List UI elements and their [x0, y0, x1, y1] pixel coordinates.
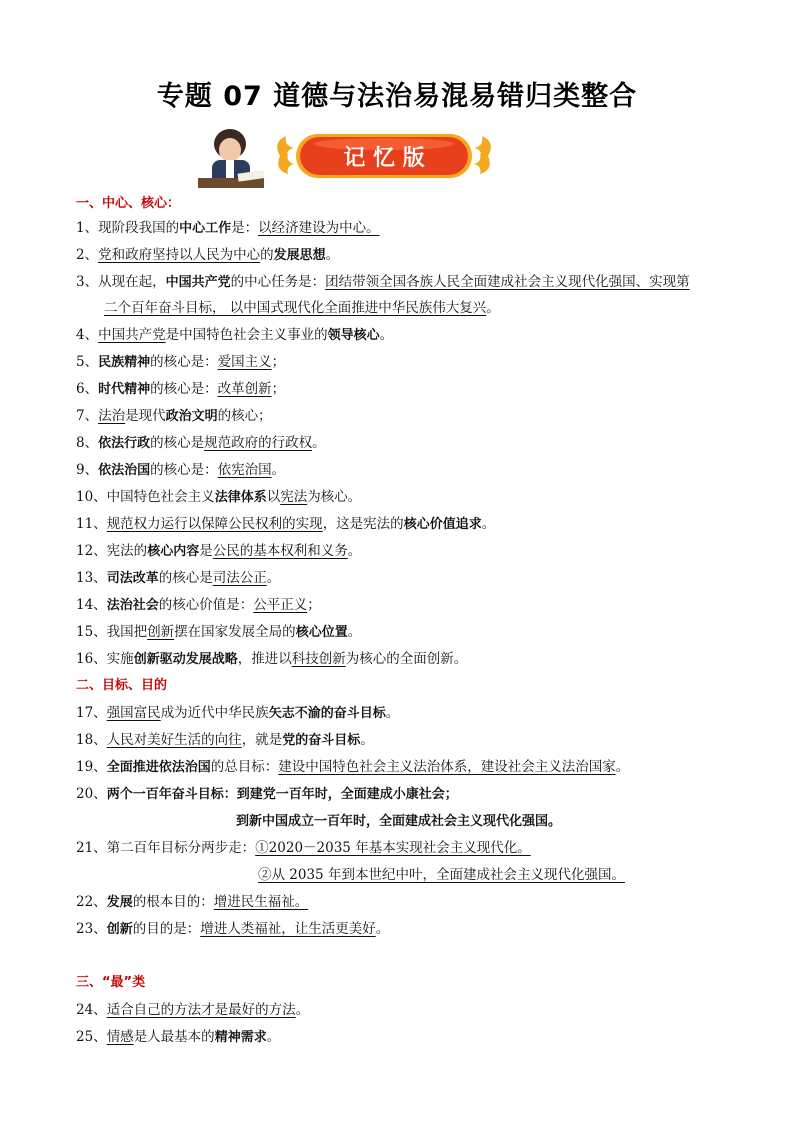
list-item: 2、党和政府坚持以人民为中心的发展思想。 [76, 247, 340, 263]
list-item: 8、依法行政的核心是规范政府的行政权。 [76, 435, 326, 451]
student-illustration [198, 129, 264, 188]
list-item: 11、规范权力运行以保障公民权利的实现，这是宪法的核心价值追求。 [76, 516, 496, 532]
list-item: 4、中国共产党是中国特色社会主义事业的领导核心。 [76, 327, 394, 343]
list-item: 7、法治是现代政治文明的核心； [76, 408, 272, 424]
list-item: 18、人民对美好生活的向往，就是党的奋斗目标。 [76, 732, 374, 748]
section-heading: 一、中心、核心： [76, 196, 181, 211]
list-item: 到新中国成立一百年时，全面建成社会主义现代化强国。 [236, 814, 562, 829]
list-item: ②从 2035 年到本世纪中叶，全面建成社会主义现代化强国。 [258, 867, 625, 883]
list-item: 13、司法改革的核心是司法公正。 [76, 570, 281, 586]
page-title: 专题 07 道德与法治易混易错归类整合 [156, 81, 638, 112]
list-item: 1、现阶段我国的中心工作是：以经济建设为中心。 [76, 220, 380, 236]
list-item: 3、从现在起，中国共产党的中心任务是：团结带领全国各族人民全面建成社会主义现代化强国、实现第 [76, 274, 690, 290]
list-item: 9、依法治国的核心是：依宪治国。 [76, 462, 286, 478]
list-item: 16、实施创新驱动发展战略，推进以科技创新为核心的全面创新。 [76, 651, 468, 667]
list-item: 20、两个一百年奋斗目标：到建党一百年时，全面建成小康社会； [76, 786, 458, 802]
list-item: 22、发展的根本目的：增进民生福祉。 [76, 894, 309, 910]
list-item: 25、情感是人最基本的精神需求。 [76, 1029, 281, 1045]
list-item: 5、民族精神的核心是：爱国主义； [76, 354, 286, 370]
list-item: 19、全面推进依法治国的总目标：建设中国特色社会主义法治体系，建设社会主义法治国家。 [76, 759, 630, 775]
list-item: 10、中国特色社会主义法律体系以宪法为核心。 [76, 489, 362, 505]
list-item: 14、法治社会的核心价值是：公平正义； [76, 597, 321, 613]
list-item: 21、第二百年目标分两步走：①2020－2035 年基本实现社会主义现代化。 [76, 840, 531, 856]
memory-edition-banner [198, 122, 494, 190]
list-item: 17、强国富民成为近代中华民族矢志不渝的奋斗目标。 [76, 705, 400, 721]
section-heading: 二、目标、目的 [76, 678, 168, 693]
list-item: 15、我国把创新摆在国家发展全局的核心位置。 [76, 624, 362, 640]
list-item: 12、宪法的核心内容是公民的基本权利和义务。 [76, 543, 362, 559]
banner-label: 记 忆 版 [343, 146, 425, 171]
list-item: 二个百年奋斗目标， 以中国式现代化全面推进中华民族伟大复兴。 [104, 300, 500, 316]
list-item: 6、时代精神的核心是：改革创新； [76, 381, 286, 397]
section-heading: 三、“最”类 [76, 975, 146, 990]
list-item: 23、创新的目的是：增进人类福祉，让生活更美好。 [76, 921, 390, 937]
list-item: 24、适合自己的方法才是最好的方法。 [76, 1002, 310, 1018]
